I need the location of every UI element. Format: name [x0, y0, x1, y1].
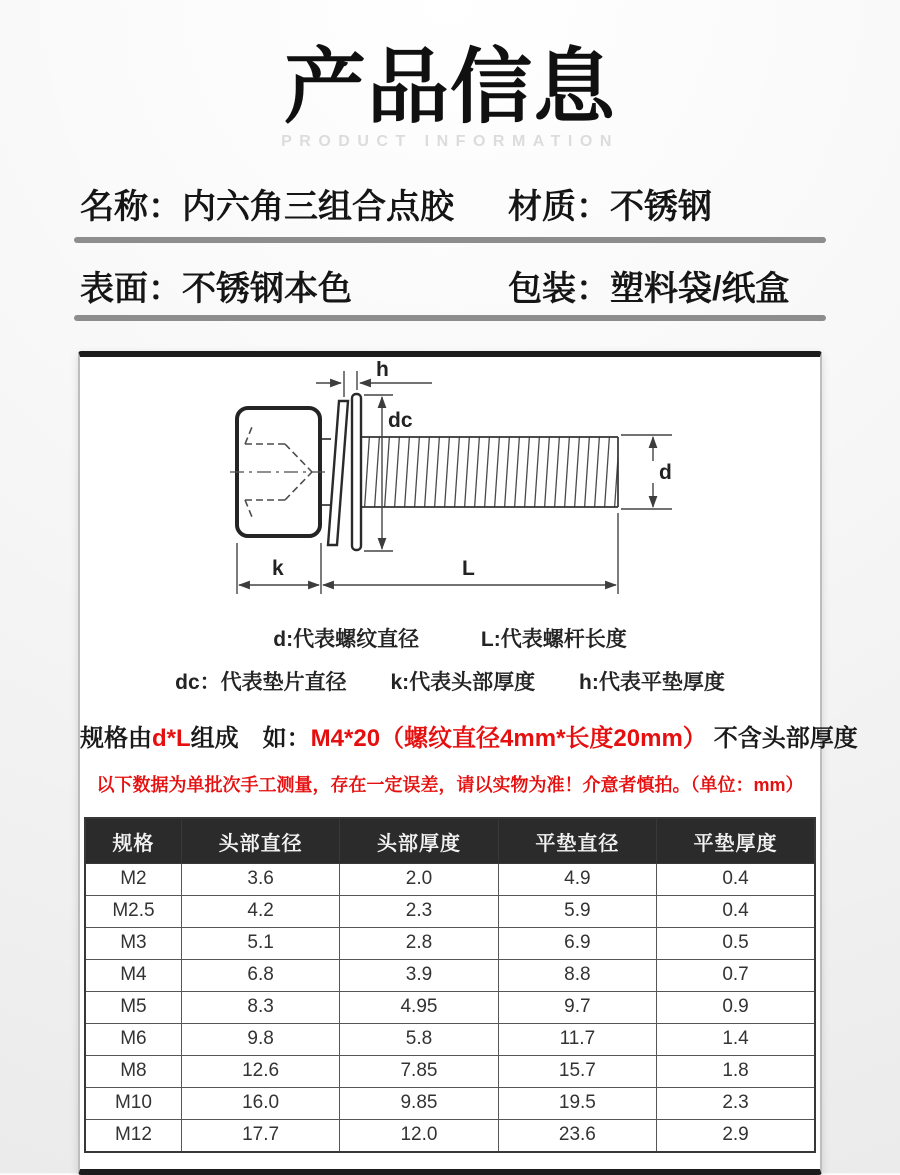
- spec-card: [78, 351, 858, 1175]
- package-label: 包装：: [508, 269, 610, 308]
- table-cell: 8.3: [181, 991, 339, 1023]
- dim-label-k: k: [272, 556, 284, 580]
- spec-table-head: [85, 818, 815, 864]
- legend-dc: dc：代表垫片直径: [175, 670, 347, 694]
- table-cell: 3.9: [340, 959, 498, 991]
- spec-suffix: 不含头部厚度: [713, 724, 858, 752]
- table-row: [85, 927, 815, 959]
- info-row-2: [74, 261, 826, 307]
- spec-table: [84, 817, 816, 1153]
- product-info-section: [74, 179, 826, 321]
- table-cell: M2: [85, 863, 181, 895]
- divider: [74, 315, 826, 321]
- page-title: 产品信息: [283, 42, 616, 133]
- table-row: [85, 959, 815, 991]
- column-header: 平垫直径: [498, 818, 656, 864]
- column-header: 平垫厚度: [657, 818, 815, 864]
- measurement-disclaimer: 以下数据为单批次手工测量，存在一定误差，请以实物为准！介意者慎拍。（单位：mm）: [96, 774, 804, 795]
- package-value: 塑料袋/纸盒: [610, 269, 790, 308]
- table-cell: 4.9: [498, 863, 656, 895]
- table-row: [85, 895, 815, 927]
- table-row: [85, 1023, 815, 1055]
- legend-h: h:代表平垫厚度: [579, 670, 725, 694]
- table-cell: 0.9: [657, 991, 815, 1023]
- table-cell: M2.5: [85, 895, 181, 927]
- spec-formula: d*L: [152, 724, 191, 752]
- table-cell: 5.1: [181, 927, 339, 959]
- table-row: [85, 1119, 815, 1152]
- name-value: 内六角三组合点胶: [182, 187, 454, 226]
- surface-value: 不锈钢本色: [182, 269, 352, 308]
- table-cell: 4.95: [340, 991, 498, 1023]
- dim-label-d: d: [659, 460, 672, 484]
- table-cell: 12.6: [181, 1055, 339, 1087]
- table-cell: 1.4: [657, 1023, 815, 1055]
- table-cell: 11.7: [498, 1023, 656, 1055]
- table-cell: 6.8: [181, 959, 339, 991]
- table-cell: 12.0: [340, 1119, 498, 1152]
- table-cell: 0.5: [657, 927, 815, 959]
- table-row: [85, 1087, 815, 1119]
- table-cell: 4.2: [181, 895, 339, 927]
- page-subtitle: PRODUCT INFORMATION: [281, 132, 619, 150]
- table-cell: 2.3: [340, 895, 498, 927]
- table-cell: 6.9: [498, 927, 656, 959]
- table-cell: 2.9: [657, 1119, 815, 1152]
- dim-label-L: L: [462, 556, 475, 580]
- material-value: 不锈钢: [610, 187, 712, 226]
- spec-table-body: [85, 863, 815, 1152]
- column-header: 头部直径: [181, 818, 339, 864]
- info-pair-material: [508, 179, 712, 228]
- table-cell: 15.7: [498, 1055, 656, 1087]
- table-cell: 2.0: [340, 863, 498, 895]
- table-cell: 5.8: [340, 1023, 498, 1055]
- table-cell: 19.5: [498, 1087, 656, 1119]
- table-cell: 16.0: [181, 1087, 339, 1119]
- table-cell: 9.7: [498, 991, 656, 1023]
- material-label: 材质：: [508, 187, 610, 226]
- flat-washer: [352, 394, 361, 550]
- table-cell: 2.3: [657, 1087, 815, 1119]
- table-cell: 9.85: [340, 1087, 498, 1119]
- spec-prefix: 规格由: [80, 724, 152, 752]
- legend-line-1: [80, 623, 820, 653]
- info-pair-name: [80, 179, 508, 228]
- table-row: [85, 991, 815, 1023]
- table-cell: 8.8: [498, 959, 656, 991]
- table-cell: 7.85: [340, 1055, 498, 1087]
- legend-d: d:代表螺纹直径: [273, 627, 420, 651]
- table-header-row: [85, 818, 815, 864]
- table-cell: 0.4: [657, 895, 815, 927]
- table-cell: M6: [85, 1023, 181, 1055]
- spring-washer: [328, 401, 348, 545]
- spec-mid: 组成 如：: [190, 724, 311, 752]
- table-cell: M4: [85, 959, 181, 991]
- legend-L: L:代表螺杆长度: [480, 627, 627, 651]
- spec-format-line: [80, 718, 858, 753]
- legend-line-2: [80, 666, 820, 696]
- table-cell: 5.9: [498, 895, 656, 927]
- legend-k: k:代表头部厚度: [390, 670, 536, 694]
- table-cell: 17.7: [181, 1119, 339, 1152]
- table-cell: M10: [85, 1087, 181, 1119]
- spec-example: M4*20（螺纹直径4mm*长度20mm）: [310, 724, 707, 752]
- column-header: 头部厚度: [340, 818, 498, 864]
- table-row: [85, 1055, 815, 1087]
- table-cell: 2.8: [340, 927, 498, 959]
- table-cell: 0.7: [657, 959, 815, 991]
- divider: [74, 237, 826, 243]
- table-cell: M3: [85, 927, 181, 959]
- info-pair-package: [508, 261, 789, 310]
- dim-label-dc: dc: [388, 408, 413, 432]
- table-cell: 9.8: [181, 1023, 339, 1055]
- table-cell: 23.6: [498, 1119, 656, 1152]
- column-header: 规格: [85, 818, 181, 864]
- dim-label-h: h: [376, 360, 389, 381]
- info-row-1: [74, 179, 826, 225]
- table-cell: M12: [85, 1119, 181, 1152]
- info-pair-surface: [80, 261, 508, 310]
- name-label: 名称：: [80, 187, 182, 226]
- table-row: [85, 863, 815, 895]
- table-cell: 3.6: [181, 863, 339, 895]
- table-cell: 1.8: [657, 1055, 815, 1087]
- surface-label: 表面：: [80, 269, 182, 308]
- table-cell: M5: [85, 991, 181, 1023]
- table-cell: M8: [85, 1055, 181, 1087]
- page-header: [0, 0, 900, 151]
- threaded-shank: [362, 437, 618, 507]
- table-cell: 0.4: [657, 863, 815, 895]
- screw-technical-drawing: [80, 361, 820, 619]
